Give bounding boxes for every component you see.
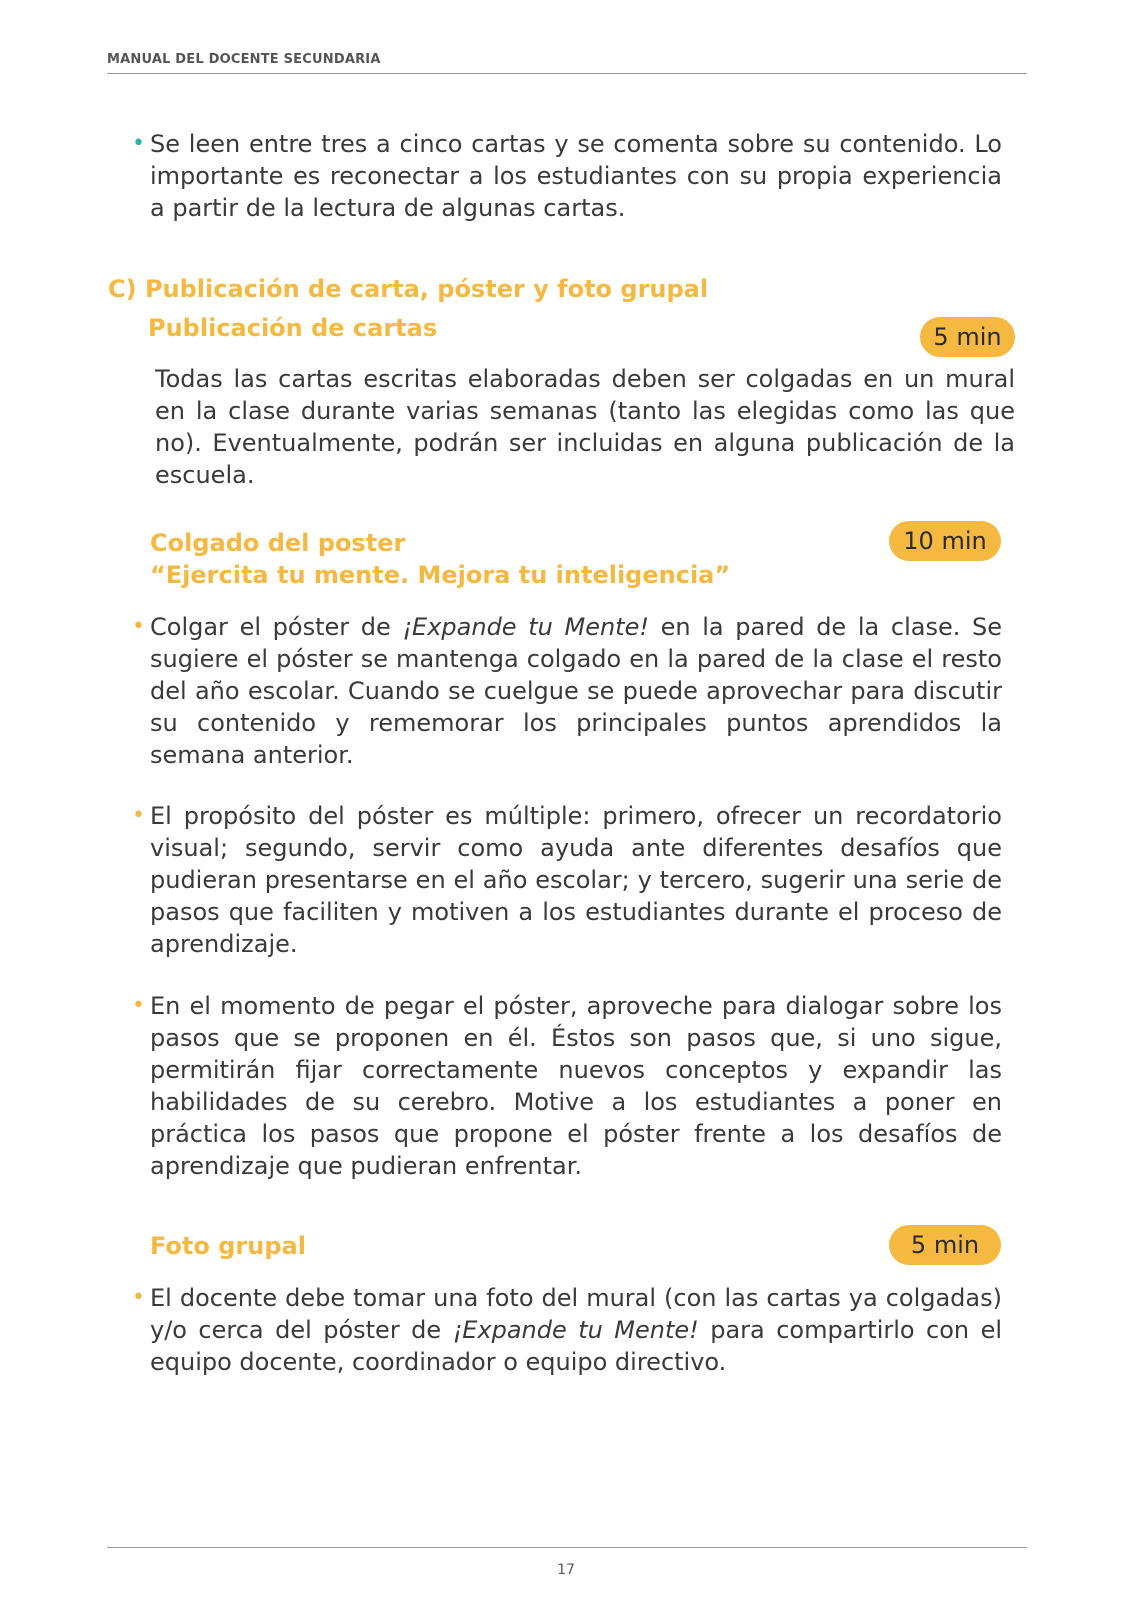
intro-paragraph: Se leen entre tres a cinco cartas y se comenta sobre su contenido. Lo importante es reconectar a los estudiantes con su propia experiencia a partir de la lectura de algunas cartas.: [150, 130, 1002, 222]
colgado-bullet-1: [150, 611, 1002, 771]
text-segment: para compartirlo con el equipo docente, coordinador o equipo directivo.: [150, 1316, 1003, 1376]
bullet-dot: •: [132, 1285, 145, 1310]
bullet-dot: •: [132, 614, 145, 639]
document-header: MANUAL DEL DOCENTE SECUNDARIA: [107, 52, 1027, 74]
poster-title-italic: ¡Expande tu Mente!: [452, 1316, 699, 1344]
subsection-title-publicacion: Publicación de cartas: [148, 314, 438, 342]
section-title: C) Publicación de carta, póster y foto grupal: [108, 275, 709, 303]
subsection-subtitle-colgado: “Ejercita tu mente. Mejora tu inteligencia”: [150, 561, 731, 589]
subsection-title-colgado: Colgado del poster: [150, 529, 406, 557]
text-segment: El docente debe tomar una foto del mural (con las cartas ya colgadas) y/o cerca del póster de: [150, 1284, 1002, 1344]
publicacion-paragraph: Todas las cartas escritas elaboradas deben ser colgadas en un mural en la clase durante varias semanas (tanto las elegidas como las que no). Eventualmente, podrán ser incluidas en alguna publicación de la escuela.: [155, 365, 1015, 489]
page-number: 17: [557, 1562, 575, 1578]
text-segment: Colgar el póster de: [150, 613, 403, 641]
duration-badge: 10 min: [889, 521, 1001, 561]
colgado-bullet-2: El propósito del póster es múltiple: primero, ofrecer un recordatorio visual; segundo, servir como ayuda ante diferentes desafíos que pudieran presentarse en el año escolar; y tercero, sugerir una serie de pasos que faciliten y motiven a los estudiantes durante el proceso de aprendizaje.: [150, 802, 1002, 958]
duration-badge: 5 min: [920, 317, 1015, 357]
poster-title-italic: ¡Expande tu Mente!: [402, 613, 649, 641]
colgado-bullet-3: En el momento de pegar el póster, aproveche para dialogar sobre los pasos que se proponen en él. Éstos son pasos que, si uno sigue, permitirán fijar correctamente nuevos conceptos y expandir las habilidades de su cerebro. Motive a los estudiantes a poner en práctica los pasos que propone el póster frente a los desafíos de aprendizaje que pudieran enfrentar.: [150, 992, 1002, 1180]
footer-divider: [107, 1547, 1027, 1548]
text-segment: en la pared de la clase. Se sugiere el póster se mantenga colgado en la pared de la clase el resto del año escolar. Cuando se cuelgue se puede aprovechar para discutir su contenido y rememorar los principales puntos aprendidos la semana anterior.: [150, 613, 1002, 769]
bullet-dot: •: [132, 993, 145, 1018]
bullet-dot: •: [132, 131, 145, 156]
bullet-dot: •: [132, 803, 145, 828]
subsection-title-foto: Foto grupal: [150, 1232, 306, 1260]
foto-bullet: [150, 1282, 1002, 1378]
duration-badge: 5 min: [889, 1225, 1001, 1265]
